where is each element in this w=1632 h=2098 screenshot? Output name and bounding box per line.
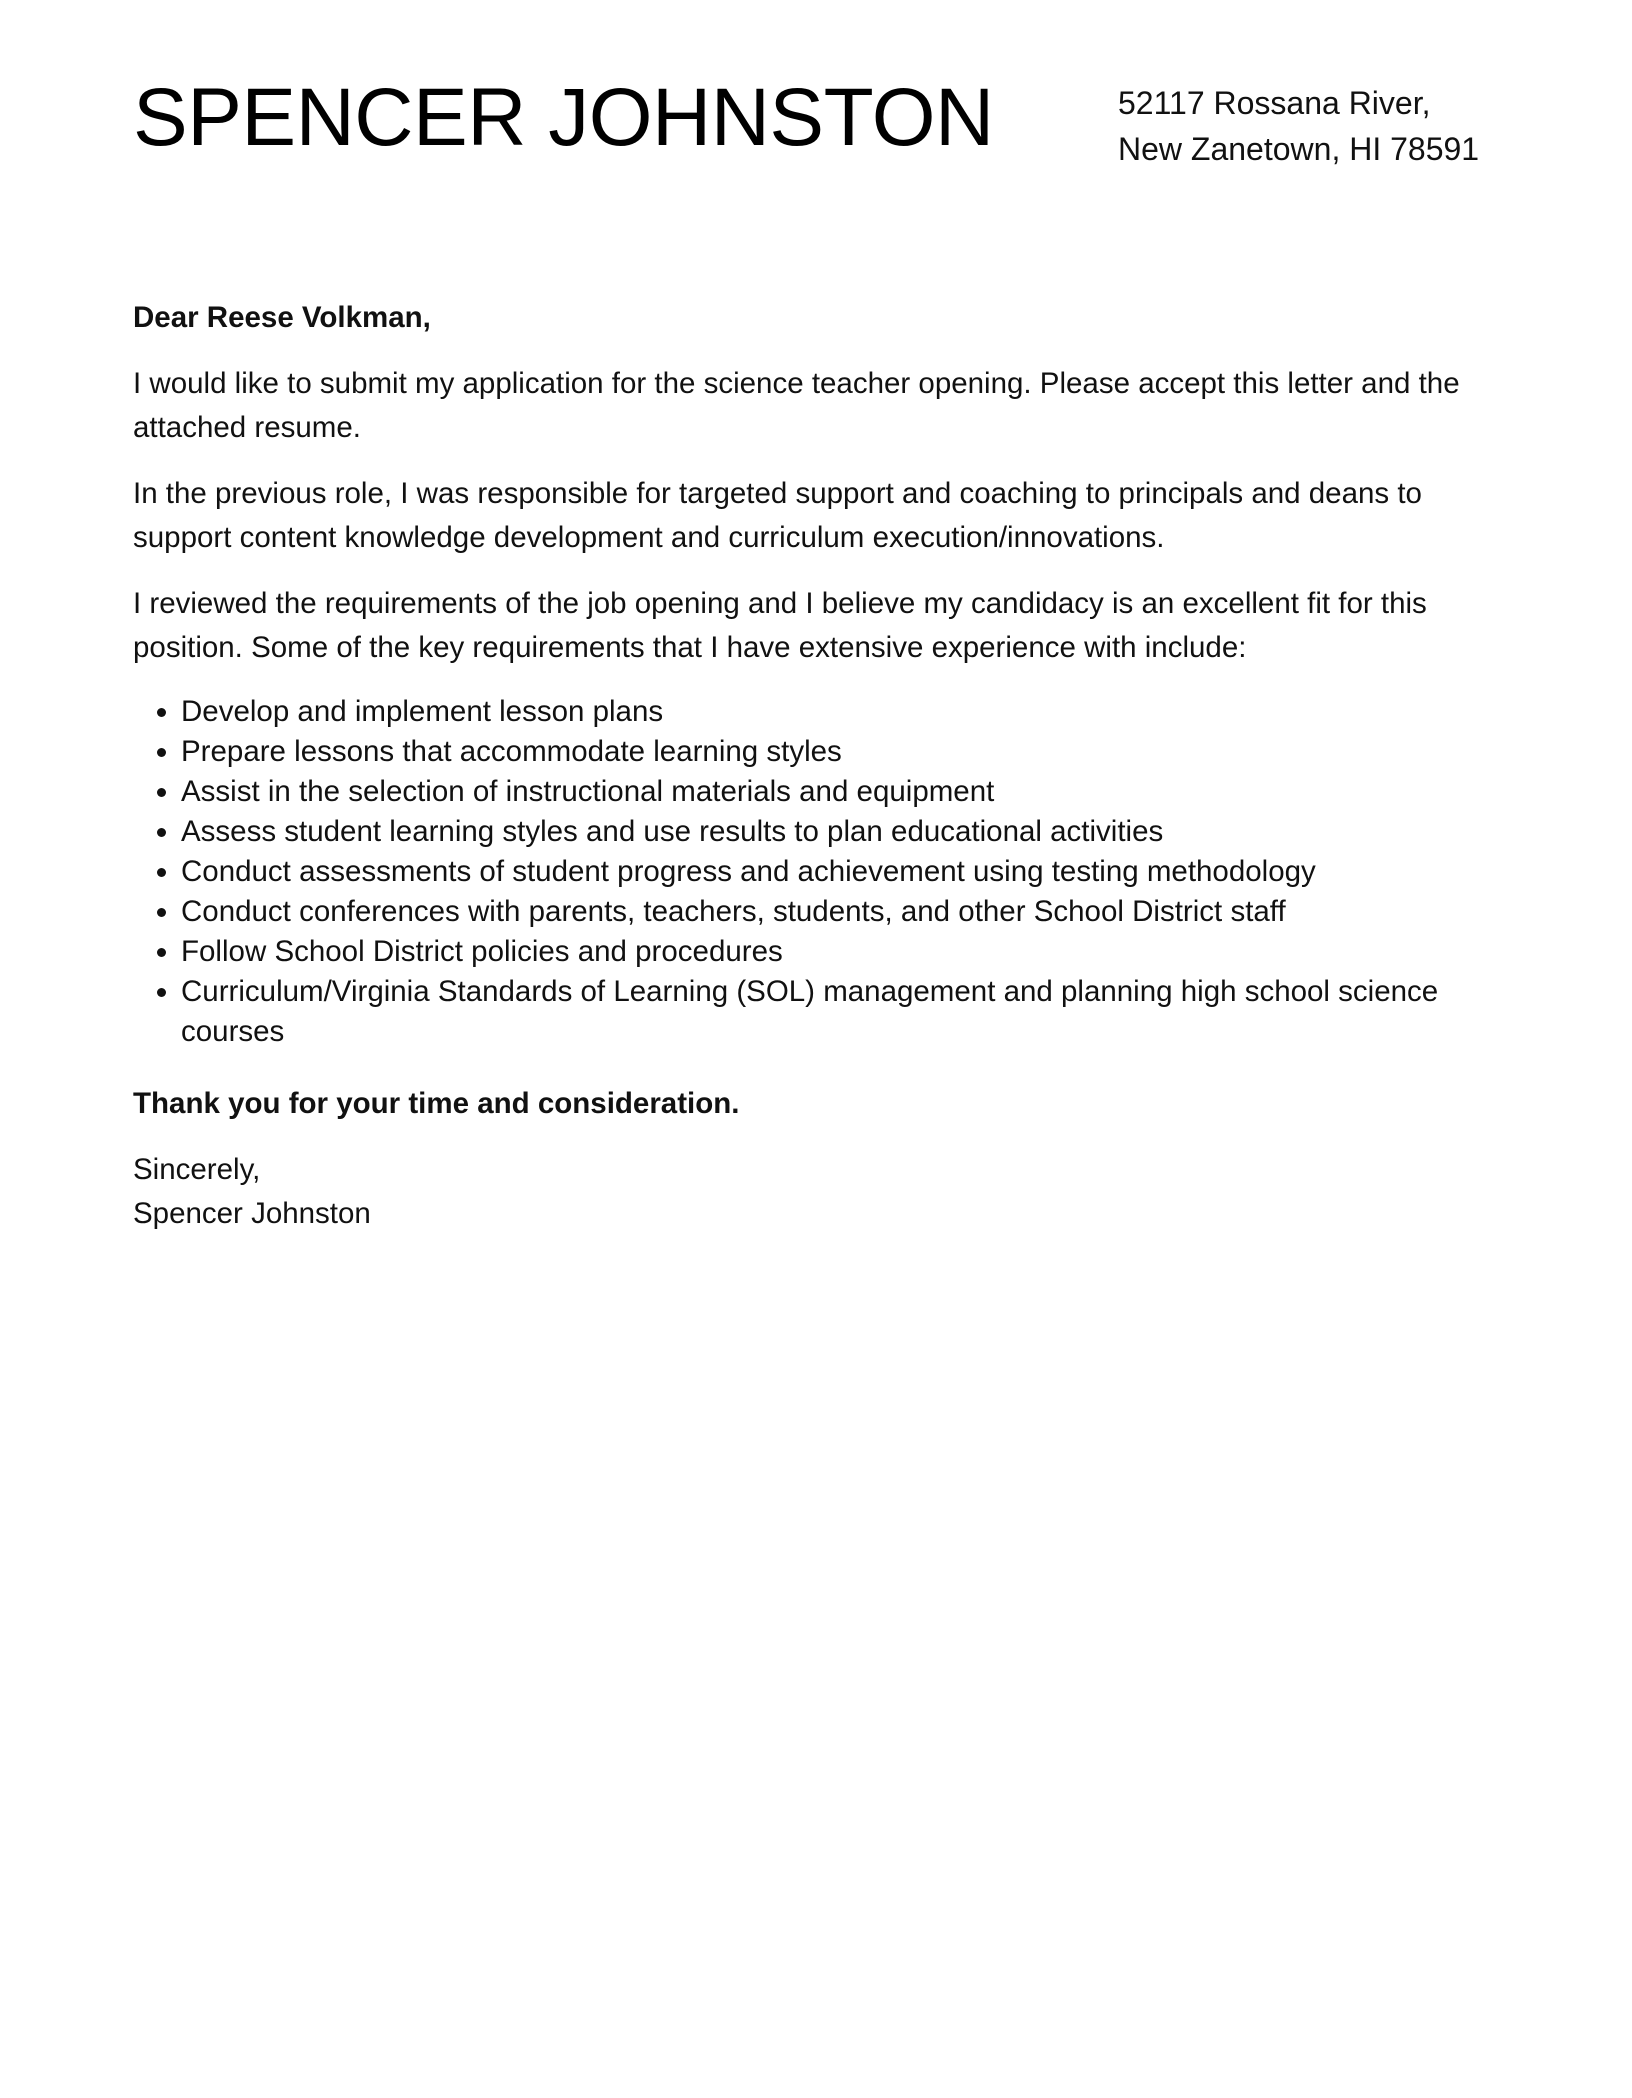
list-item: • Curriculum/Virginia Standards of Learning (SOL) management and planning high school science courses (181, 972, 1503, 1052)
greeting: Dear Reese Volkman, (133, 301, 431, 334)
signature-name: Spencer Johnston (133, 1197, 371, 1230)
letter-body (133, 296, 1503, 1236)
list-item: • Assist in the selection of instructional materials and equipment (181, 772, 1503, 812)
requirements-list (133, 692, 1503, 1052)
list-item: • Conduct assessments of student progress and achievement using testing methodology (181, 852, 1503, 892)
list-item: • Assess student learning styles and use results to plan educational activities (181, 812, 1503, 852)
address-line-2: New Zanetown, HI 78591 (1118, 131, 1480, 167)
list-item: • Prepare lessons that accommodate learning styles (181, 732, 1503, 772)
address-line-1: 52117 Rossana River, (1118, 85, 1431, 121)
paragraph-previous-role: In the previous role, I was responsible for targeted support and coaching to principals and deans to support content knowledge development and curriculum execution/innovations. (133, 477, 1422, 554)
list-item: • Conduct conferences with parents, teachers, students, and other School District staff (181, 892, 1503, 932)
paragraph-intro: I would like to submit my application for the science teacher opening. Please accept this letter and the attached resume. (133, 367, 1460, 444)
signoff-block (133, 1148, 1503, 1236)
signoff: Sincerely, (133, 1153, 261, 1186)
list-item: • Develop and implement lesson plans (181, 692, 1503, 732)
paragraph-requirements-intro: I reviewed the requirements of the job opening and I believe my candidacy is an excellent fit for this position. Some of the key requirements that I have extensive experience with include: (133, 587, 1427, 664)
list-item: • Follow School District policies and procedures (181, 932, 1503, 972)
applicant-name: SPENCER JOHNSTON (133, 72, 994, 163)
closing-line: Thank you for your time and consideration. (133, 1087, 740, 1120)
applicant-address (1118, 80, 1479, 172)
